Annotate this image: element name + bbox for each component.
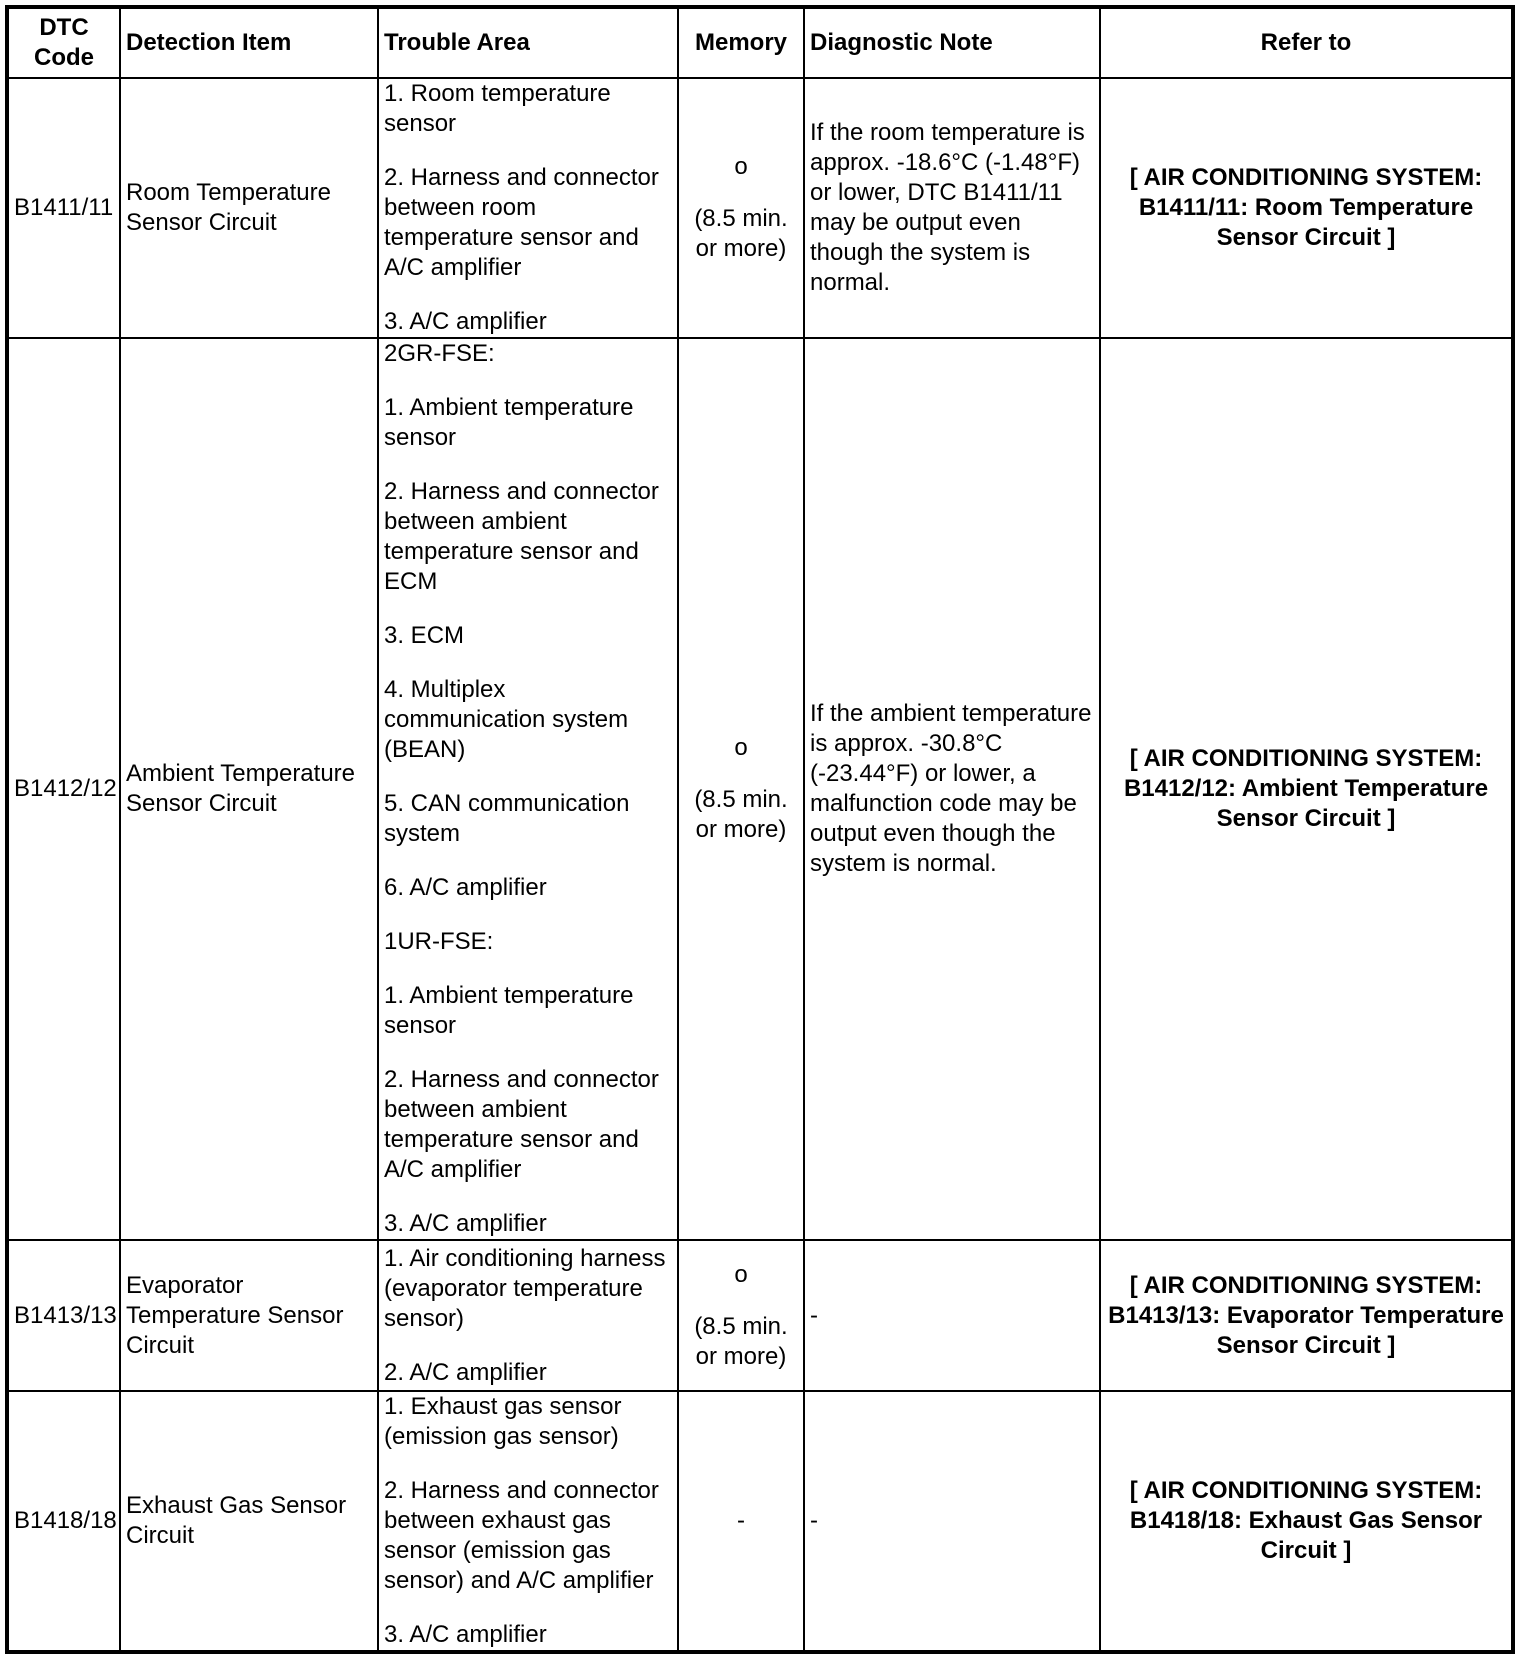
- memory-mark: o: [734, 1260, 748, 1288]
- memory-note: (8.5 min. or more): [694, 1312, 788, 1370]
- refer-to-cell: [ AIR CONDITIONING SYSTEM: B1412/12: Ambient Temperature Sensor Circuit ]: [1100, 338, 1513, 1240]
- diagnostic-note-cell: If the room temperature is approx. -18.6°C (-1.48°F) or lower, DTC B1411/11 may be output even though the system is normal.: [804, 78, 1100, 338]
- detection-item-cell: Room Temperature Sensor Circuit: [120, 78, 378, 338]
- dtc-code-cell: B1413/13: [7, 1240, 120, 1391]
- dtc-code-cell: B1418/18: [7, 1391, 120, 1652]
- memory-cell: [678, 1391, 804, 1652]
- trouble-area-item: 2. A/C amplifier: [384, 1358, 547, 1386]
- header-diagnostic-note: Diagnostic Note: [804, 7, 1100, 78]
- memory-cell: [678, 338, 804, 1240]
- detection-item-cell: Evaporator Temperature Sensor Circuit: [120, 1240, 378, 1391]
- memory-note: (8.5 min. or more): [694, 205, 788, 262]
- trouble-area-cell: [378, 338, 678, 1240]
- trouble-area-cell: [378, 78, 678, 338]
- trouble-area-item: 2. Harness and connector between exhaust gas sensor (emission gas sensor) and A/C amplifier: [384, 1477, 659, 1594]
- trouble-area-item: 1. Air conditioning harness (evaporator temperature sensor): [384, 1244, 666, 1332]
- trouble-area-item: 3. A/C amplifier: [384, 308, 547, 335]
- diagnostic-note-cell: -: [804, 1391, 1100, 1652]
- header-row: [7, 7, 1513, 78]
- trouble-area-cell: [378, 1240, 678, 1391]
- refer-to-cell: [ AIR CONDITIONING SYSTEM: B1411/11: Room Temperature Sensor Circuit ]: [1100, 78, 1513, 338]
- memory-note: (8.5 min. or more): [694, 786, 788, 843]
- trouble-area-item: 1. Room temperature sensor: [384, 80, 611, 137]
- memory-mark: -: [737, 1507, 745, 1534]
- dtc-code-cell: B1411/11: [7, 78, 120, 338]
- memory-mark: o: [734, 153, 748, 180]
- header-memory: Memory: [678, 7, 804, 78]
- trouble-area-item: 2. Harness and connector between ambient temperature sensor and A/C amplifier: [384, 1066, 659, 1183]
- header-trouble-area: Trouble Area: [378, 7, 678, 78]
- detection-item-cell: Exhaust Gas Sensor Circuit: [120, 1391, 378, 1652]
- memory-cell: [678, 78, 804, 338]
- trouble-area-item: 3. A/C amplifier: [384, 1621, 547, 1648]
- trouble-area-item: 4. Multiplex communication system (BEAN): [384, 676, 629, 763]
- table-row: [7, 338, 1513, 1240]
- trouble-area-item: 1. Exhaust gas sensor (emission gas sensor): [384, 1393, 622, 1450]
- dtc-table: [5, 5, 1515, 1654]
- refer-to-cell: [ AIR CONDITIONING SYSTEM: B1418/18: Exhaust Gas Sensor Circuit ]: [1100, 1391, 1513, 1652]
- trouble-area-item: 6. A/C amplifier: [384, 874, 547, 901]
- trouble-area-item: 2. Harness and connector between ambient temperature sensor and ECM: [384, 478, 659, 595]
- header-dtc-code: DTC Code: [7, 7, 120, 78]
- trouble-area-item: 1UR-FSE:: [384, 928, 494, 955]
- detection-item-cell: Ambient Temperature Sensor Circuit: [120, 338, 378, 1240]
- table-row: [7, 78, 1513, 338]
- refer-to-cell: [ AIR CONDITIONING SYSTEM: B1413/13: Evaporator Temperature Sensor Circuit ]: [1100, 1240, 1513, 1391]
- trouble-area-item: 1. Ambient temperature sensor: [384, 982, 634, 1039]
- trouble-area-item: 1. Ambient temperature sensor: [384, 394, 634, 451]
- trouble-area-item: 3. A/C amplifier: [384, 1210, 547, 1237]
- trouble-area-cell: [378, 1391, 678, 1652]
- header-detection-item: Detection Item: [120, 7, 378, 78]
- dtc-code-cell: B1412/12: [7, 338, 120, 1240]
- table-row: [7, 1391, 1513, 1652]
- diagnostic-note-cell: If the ambient temperature is approx. -30.8°C (-23.44°F) or lower, a malfunction code may be output even though the system is normal.: [804, 338, 1100, 1240]
- trouble-area-item: 2GR-FSE:: [384, 340, 495, 367]
- diagnostic-note-cell: -: [804, 1240, 1100, 1391]
- trouble-area-item: 2. Harness and connector between room temperature sensor and A/C amplifier: [384, 164, 659, 281]
- trouble-area-item: 5. CAN communication system: [384, 790, 630, 847]
- memory-cell: [678, 1240, 804, 1391]
- header-refer-to: Refer to: [1100, 7, 1513, 78]
- memory-mark: o: [734, 734, 748, 761]
- trouble-area-item: 3. ECM: [384, 622, 465, 649]
- table-row: [7, 1240, 1513, 1391]
